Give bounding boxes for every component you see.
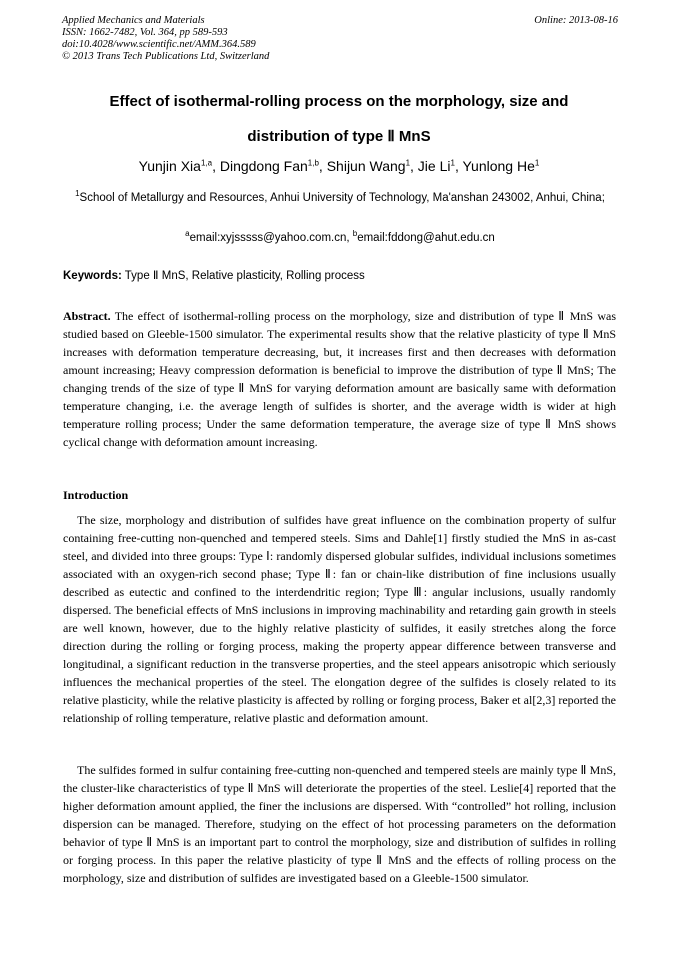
author: Jie Li$^1$, (417, 158, 463, 174)
email-b: email:fddong@ahut.edu.cn (357, 232, 495, 244)
abstract-label: Abstract. (63, 309, 111, 323)
author-emails: $^a$email:xyjsssss@yahoo.com.cn, $^b$email:fddong@ahut.edu.cn (185, 229, 495, 244)
section-heading-introduction: Introduction (63, 488, 129, 502)
keywords (63, 268, 619, 284)
abstract-text: The effect of isothermal-rolling process on the morphology, size and distribution of type Ⅱ MnS was studied based on Gleeble-1500 simulator. The experimental results show that the relative plasticity of type Ⅱ MnS increases with deformation temperature decreasing, but, it increases first and then decreases with deformation amount increasing; Heavy compression deformation is beneficial to improve the distribution of type Ⅱ MnS; The changing trends of the size of type Ⅱ MnS for varying deformation amount are basically same with deformation temperature changing, i.e. the average length of sulfides is shorter, and the average width is wider at high temperature rolling process; Under the same deformation temperature, the average size of type Ⅱ MnS shows cyclical change with deformation amount increasing. (63, 309, 616, 449)
abstract (63, 307, 616, 451)
journal-name: Applied Mechanics and Materials (62, 15, 205, 26)
author: Yunjin Xia$^{1,a}$, (138, 158, 220, 174)
issn-line: ISSN: 1662-7482, Vol. 364, pp 589-593 (62, 27, 228, 38)
journal-header (62, 15, 618, 63)
author: Shijun Wang$^1$, (326, 158, 418, 174)
doi-line: doi:10.4028/www.scientific.net/AMM.364.589 (62, 39, 256, 50)
copyright-line: © 2013 Trans Tech Publications Ltd, Switzerland (62, 51, 270, 62)
keywords-text: Type Ⅱ MnS, Relative plasticity, Rolling process (121, 270, 365, 282)
author: Dingdong Fan$^{1,b}$, (219, 158, 327, 174)
email-a: email:xyjsssss@yahoo.com.cn, (189, 232, 353, 244)
intro-paragraph-2: The sulfides formed in sulfur containing free-cutting non-quenched and tempered steels are mainly type Ⅱ MnS, the cluster-like characteristics of type Ⅱ MnS will deteriorate the properties of the steel. Leslie[4] reported that the higher deformation amount applied, the finer the inclusions are dispersed. With “controlled” hot rolling, inclusion dispersion can be managed. Therefore, studying on the effect of hot processing parameters on the deformation behavior of type Ⅱ MnS is an important part to control the morphology, size and distribution of sulfides in rolling or forging process. In this paper the relative plasticity of type Ⅱ MnS and the effects of rolling process on the morphology, size and distribution of sulfides are investigated based on a Gleeble-1500 simulator. (63, 763, 616, 885)
intro-paragraph-1: The size, morphology and distribution of sulfides have great influence on the combination property of sulfur containing free-cutting non-quenched and tempered steels. Sims and Dahle[1] firstly studied the MnS in as-cast steel, and divided into three groups: Type Ⅰ: randomly dispersed globular sulfides, individual inclusions sometimes associated with an oxygen-rich second phase; Type Ⅱ: fan or chain-like distribution of fine inclusions usually described as eutectic and confined to the interdendritic region; Type Ⅲ: angular inclusions, usually randomly dispersed. The beneficial effects of MnS inclusions in improving machinability and retarding gain growth in steels are well known, however, due to the highly relative plasticity of sulfides, it easily stretches along the force direction during the rolling or forging process, making the property appear difference between transverse and longitudinal, a significant reduction in the transverse properties, and the steel appears anisotropic which seriously influences the mechanical properties of the steel. The elongation degree of the sulfides is closely related to its relative plasticity, while the relative plasticity is affected by rolling or forging process, Baker et al[2,3] reported the relationship of rolling temperature, relative plastic and deformation amount. (63, 513, 616, 725)
keywords-label: Keywords: (63, 270, 122, 282)
online-date: Online: 2013-08-16 (534, 15, 618, 26)
author: Yunlong He$^1$ (462, 158, 540, 174)
affiliation: $^1$School of Metallurgy and Resources, Anhui University of Technology, Ma'anshan 243002, Anhui, China; (75, 189, 605, 204)
author-list (40, 156, 638, 176)
paper-title-line-1: Effect of isothermal-rolling process on the morphology, size and (109, 93, 569, 110)
paper-title-line-2: distribution of type Ⅱ MnS (247, 128, 431, 145)
